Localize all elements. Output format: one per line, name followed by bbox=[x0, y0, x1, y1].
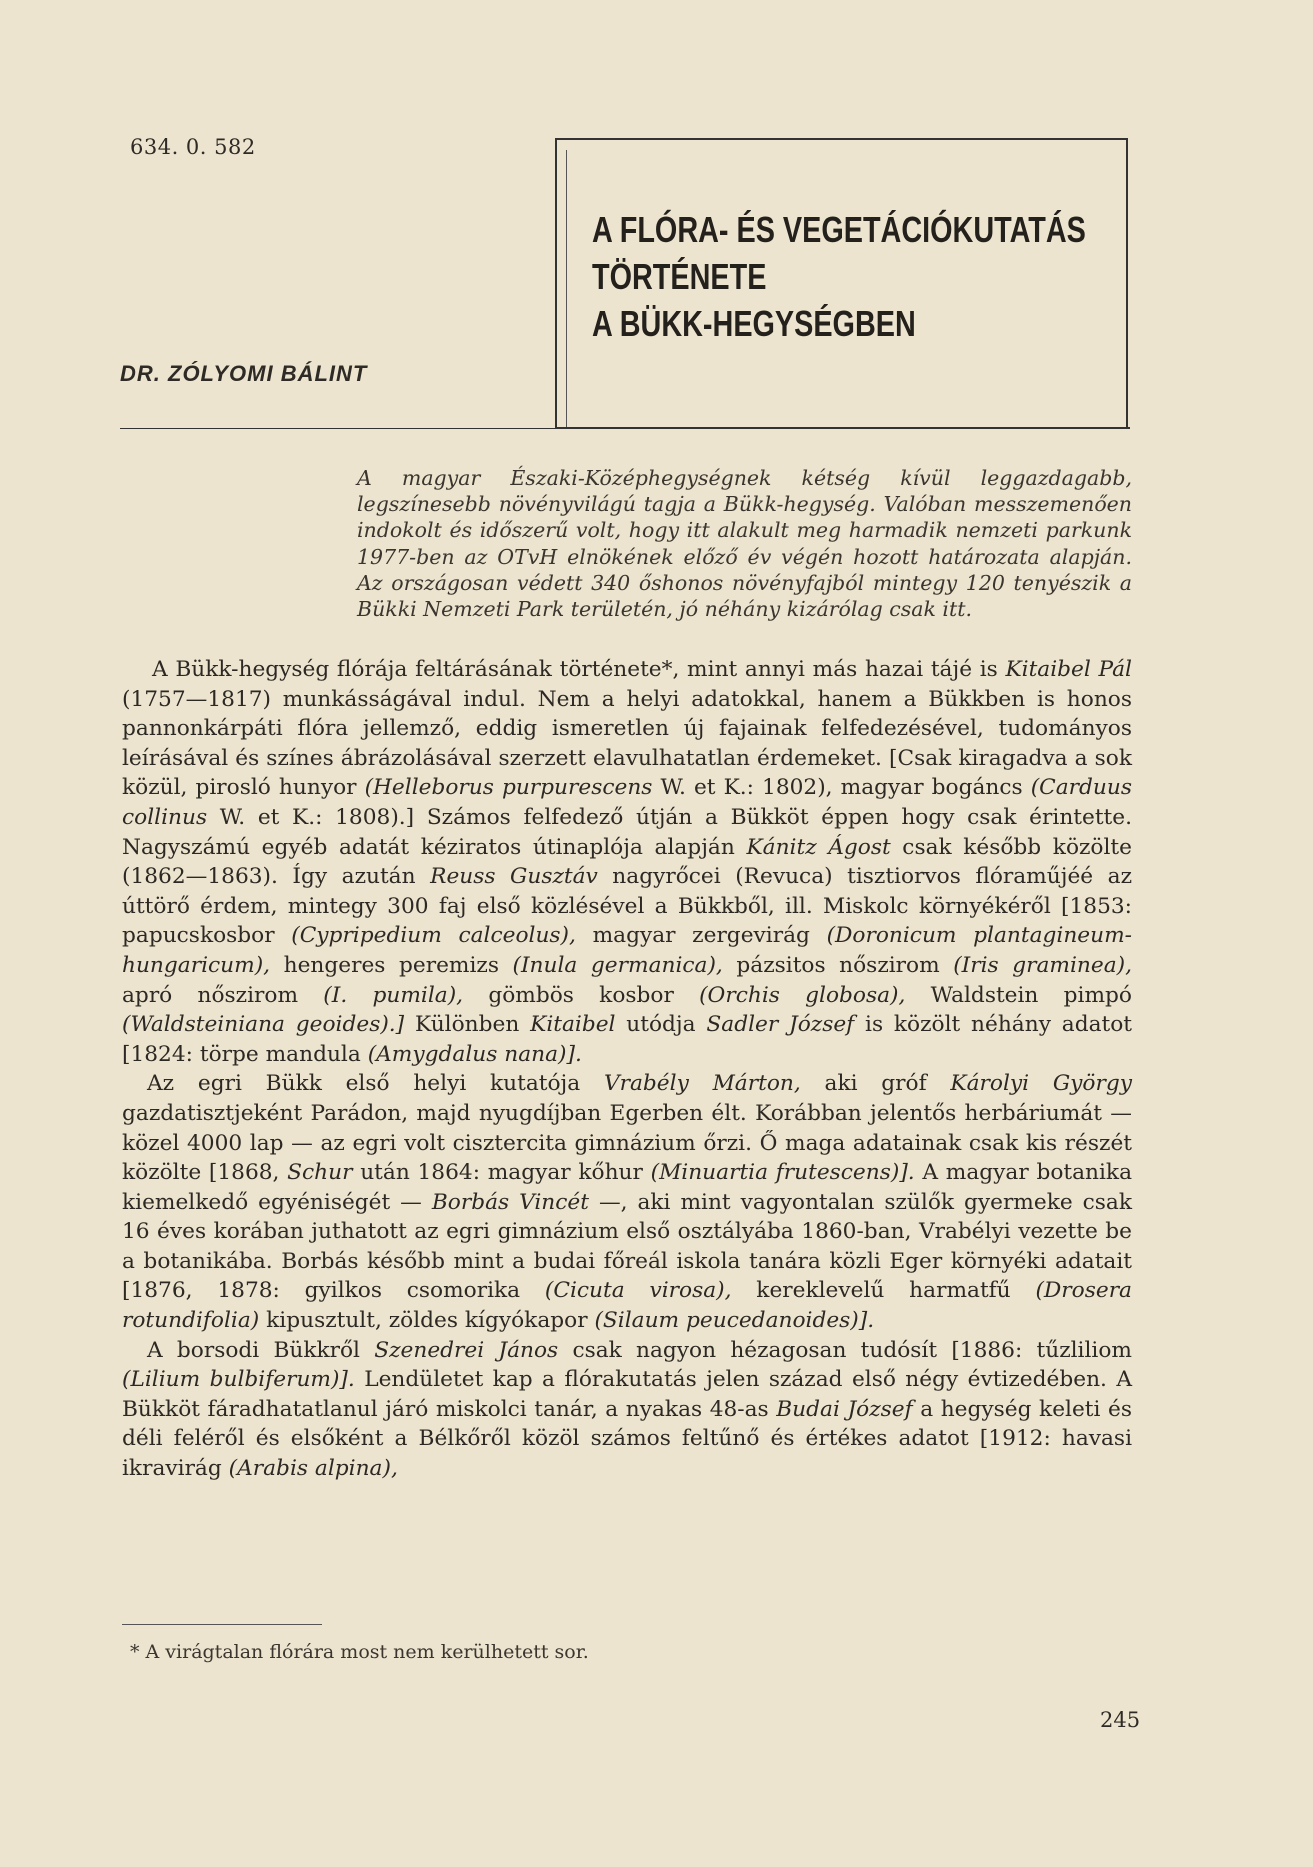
header-rule-right bbox=[555, 427, 1130, 429]
italic-text-run: (Waldsteiniana geoides).] bbox=[122, 1012, 405, 1038]
text-run: utódja bbox=[615, 1012, 707, 1038]
title-line-3: A BÜKK-HEGYSÉGBEN bbox=[592, 303, 916, 344]
italic-text-run: (Inula germanica), bbox=[512, 952, 723, 978]
text-run: kereklevelű harmatfű bbox=[731, 1278, 1036, 1304]
italic-text-run: (Amygdalus nana)]. bbox=[367, 1041, 582, 1067]
text-run: nagyrőcei (Revuca) tisztiorvos flóraműjéé az úttörő érdem, mintegy 300 faj első közlésével a Bükkből, ill. Miskolc környékéről [1853: papucskosbor bbox=[122, 864, 1132, 949]
text-run: kipusztult, zöldes kígyókapor bbox=[259, 1308, 595, 1334]
italic-text-run: Kánitz Ágost bbox=[746, 834, 891, 860]
author-name: DR. ZÓLYOMI BÁLINT bbox=[120, 361, 368, 386]
text-run: Lendületet kap a flórakutatás jelen század első négy évtizedében. A Bükköt fáradhatatlanul járó miskolci tanár, a nyakas 48-as bbox=[122, 1367, 1132, 1422]
text-run: gazdatisztjeként Parádon, majd nyugdíjban Egerben élt. Korábban jelentős herbáriumát — közel 4000 lap — az egri volt cisztercita gimnázium őrzi. Ő maga adatainak csak kis részét közölte [1868, bbox=[122, 1100, 1132, 1186]
italic-text-run: Kitaibel bbox=[530, 1012, 616, 1038]
italic-text-run: (Helleborus purpurescens bbox=[364, 775, 653, 801]
footnote: * A virágtalan flórára most nem kerülhetett sor. bbox=[130, 1641, 589, 1663]
text-run: hengeres peremizs bbox=[270, 952, 513, 978]
text-run: —, aki mint vagyontalan szülők gyermeke csak 16 éves korában juthatott az egri gimnázium első osztályába 1860-ban, Vrabélyi vezette be a botanikába. Borbás később mint a budai főreál iskola tanára közli Eger környéki adatait [1876, 1878: gyilkos csomorika bbox=[122, 1189, 1132, 1304]
text-run: A borsodi Bükkről bbox=[147, 1337, 375, 1363]
abstract: A magyar Északi-Középhegységnek kétség kívül leggazdagabb, legszínesebb növényvilágú tagja a Bükk-hegység. Valóban messzemenően indokolt és időszerű volt, hogy itt alakult meg harmadik nemzeti parkunk 1977-ben az OTvH elnökének előző év végén hozott határozata alapján. Az országosan védett 340 őshonos növényfajból mintegy 120 tenyészik a Bükki Nemzeti Park területén, jó néhány kizárólag csak itt. bbox=[357, 466, 1132, 622]
italic-text-run: (Doronicum plantagineum-hungaricum), bbox=[122, 923, 1132, 978]
title-frame-inner-line bbox=[566, 150, 567, 427]
paragraph bbox=[122, 1069, 1132, 1335]
footnote-rule bbox=[122, 1624, 322, 1625]
text-run: (1757—1817) munkásságával indul. Nem a helyi adatokkal, hanem a Bükkben is honos pannonkárpáti flóra jellemző, eddig ismeretlen új fajainak felfedezésével, tudományos leírásával és színes ábrázolásával szerzett elavulhatatlan érdemeket. [Csak kiragadva a sok közül, pirosló hunyor bbox=[122, 686, 1132, 801]
italic-text-run: Budai József bbox=[776, 1396, 913, 1422]
text-run: csak később közölte (1862—1863). Így azután bbox=[122, 834, 1132, 890]
italic-text-run: (Minuartia frutescens)]. bbox=[650, 1160, 915, 1186]
text-run: után 1864: magyar kőhur bbox=[352, 1160, 651, 1186]
title-line-2: TÖRTÉNETE bbox=[592, 256, 767, 297]
text-run: A magyar botanika kiemelkedő egyéniségét — bbox=[122, 1160, 1132, 1215]
text-run: A Bükk-hegység flórája feltárásának története*, mint annyi más hazai tájé is bbox=[152, 657, 1006, 682]
text-run: csak nagyon hézagosan tudósít [1886: tűzliliom bbox=[558, 1337, 1132, 1363]
italic-text-run: (Silaum peucedanoides)]. bbox=[594, 1308, 875, 1334]
text-run: Az egri Bükk első helyi kutatója bbox=[147, 1071, 604, 1097]
italic-text-run: (Carduus collinus bbox=[122, 775, 1132, 830]
text-run: aki gróf bbox=[800, 1071, 951, 1097]
article-body bbox=[122, 655, 1132, 1484]
italic-text-run: (Lilium bulbiferum)]. bbox=[122, 1367, 355, 1393]
italic-text-run: Sadler József bbox=[706, 1012, 855, 1038]
page-number: 245 bbox=[1100, 1708, 1141, 1732]
text-run: W. et K.: 1802), magyar bogáncs bbox=[652, 775, 1031, 801]
italic-text-run: Vrabély Márton, bbox=[603, 1071, 801, 1097]
italic-text-run: (Cicuta virosa), bbox=[544, 1278, 732, 1304]
italic-text-run: Szenedrei János bbox=[374, 1337, 559, 1363]
text-run: is közölt néhány adatot [1824: törpe mandula bbox=[122, 1012, 1132, 1067]
italic-text-run: (Orchis globosa), bbox=[699, 982, 906, 1008]
paragraph bbox=[122, 1336, 1132, 1484]
title-line-1: A FLÓRA- ÉS VEGETÁCIÓKUTATÁS bbox=[592, 209, 1086, 250]
italic-text-run: Reuss Gusztáv bbox=[430, 864, 598, 890]
italic-text-run: Károlyi György bbox=[950, 1071, 1132, 1097]
header-rule-left bbox=[120, 428, 556, 429]
italic-text-run: Schur bbox=[287, 1160, 353, 1186]
italic-text-run: (Iris graminea), bbox=[953, 952, 1133, 978]
paragraph bbox=[122, 655, 1132, 1069]
italic-text-run: Borbás Vincét bbox=[431, 1189, 589, 1215]
article-title bbox=[592, 206, 1086, 347]
text-run: a hegység keleti és déli feléről és elsőként a Bélkőről közöl számos feltűnő és értékes adatot [1912: havasi ikravirág bbox=[122, 1396, 1132, 1482]
text-run: Különben bbox=[404, 1012, 531, 1038]
italic-text-run: (Cypripedium calceolus), bbox=[291, 923, 576, 949]
italic-text-run: Kitaibel Pál bbox=[1005, 657, 1132, 682]
text-run: apró nőszirom bbox=[122, 982, 324, 1008]
udc-code: 634. 0. 582 bbox=[130, 135, 256, 159]
text-run: magyar zergevirág bbox=[575, 923, 827, 949]
text-run: gömbös kosbor bbox=[463, 982, 700, 1008]
text-run: Waldstein pimpó bbox=[905, 982, 1132, 1008]
italic-text-run: (I. pumila), bbox=[323, 982, 464, 1008]
italic-text-run: (Drosera rotundifolia) bbox=[122, 1278, 1132, 1334]
text-run: W. et K.: 1808).] Számos felfedező útján a Bükköt éppen hogy csak érintette. Nagyszámú egyéb adatát kéziratos útinaplója alapján bbox=[122, 804, 1132, 860]
italic-text-run: (Arabis alpina), bbox=[228, 1456, 398, 1482]
text-run: pázsitos nőszirom bbox=[722, 952, 954, 978]
